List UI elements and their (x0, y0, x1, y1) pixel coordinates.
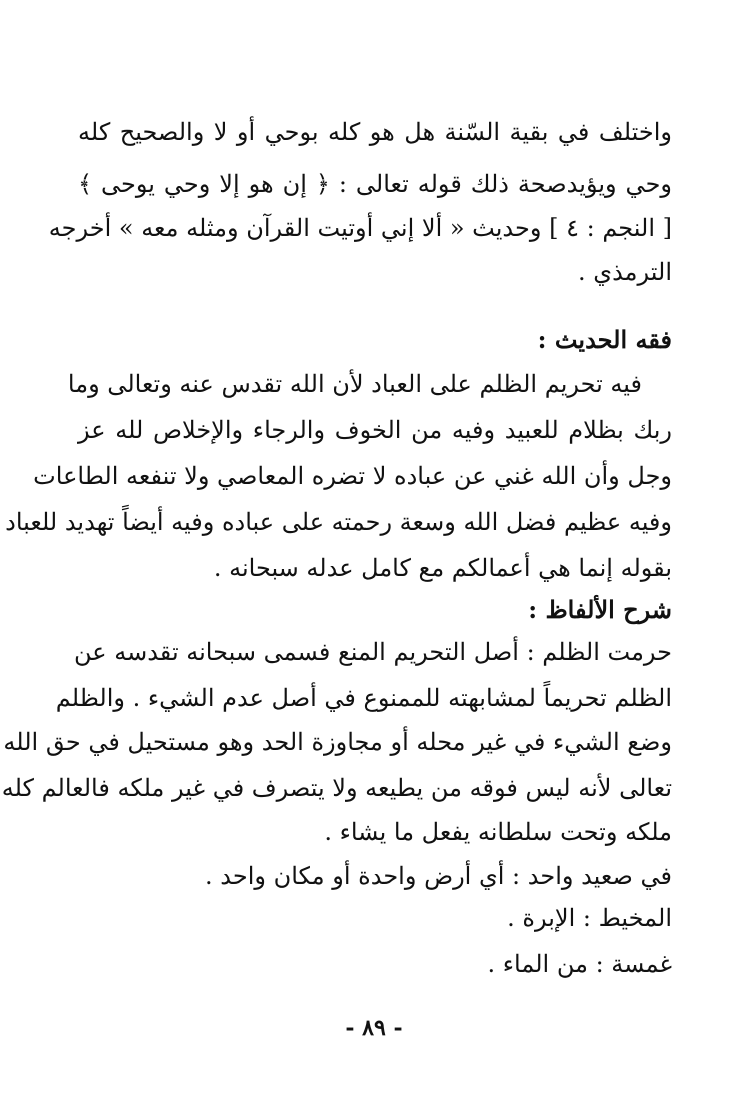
fiqh-line-5: بقوله إنما هي أعمالكم مع كامل عدله سبحانه . (213, 554, 672, 582)
sharh-line-5: ملكه وتحت سلطانه يفعل ما يشاء . (324, 818, 672, 846)
sharh-line-2: الظلم تحريماً لمشابهته للممنوع في أصل عدم الشيء . والظلم (55, 684, 672, 712)
sharh-line-6: في صعيد واحد : أي أرض واحدة أو مكان واحد . (205, 862, 672, 890)
intro-line-2: وحي ويؤيدصحة ذلك قوله تعالى : ﴿ إن هو إلا وحي يوحى ﴾ (78, 170, 672, 198)
sharh-line-7: المخيط : الإبرة . (507, 904, 672, 932)
sharh-line-1: حرمت الظلم : أصل التحريم المنع فسمى سبحانه تقدسه عن (74, 638, 672, 666)
fiqh-line-4: وفيه عظيم فضل الله وسعة رحمته على عباده وفيه أيضاً تهديد للعباد (5, 508, 672, 536)
fiqh-line-1: فيه تحريم الظلم على العباد لأن الله تقدس عنه وتعالى وما (67, 370, 642, 398)
sharh-line-8: غمسة : من الماء . (487, 950, 672, 978)
fiqh-heading: فقه الحديث : (537, 325, 672, 354)
intro-line-3: [ النجم : ٤ ] وحديث « ألا إني أوتيت القرآن ومثله معه » أخرجه (48, 214, 672, 242)
sharh-heading: شرح الألفاظ : (528, 595, 672, 624)
sharh-line-4: تعالى لأنه ليس فوقه من يطيعه ولا يتصرف في غير ملكه فالعالم كله (1, 774, 672, 802)
sharh-line-3: وضع الشيء في غير محله أو مجاوزة الحد وهو مستحيل في حق الله (3, 728, 672, 756)
intro-line-1: واختلف في بقية السّنة هل هو كله بوحي أو لا والصحيح كله (78, 118, 672, 146)
intro-line-4: الترمذي . (578, 258, 672, 286)
page-number: - ٨٩ - (345, 1015, 403, 1041)
fiqh-line-2: ربك بظلام للعبيد وفيه من الخوف والرجاء والإخلاص لله عز (78, 416, 672, 444)
fiqh-line-3: وجل وأن الله غني عن عباده لا تضره المعاصي ولا تنفعه الطاعات (33, 462, 672, 490)
